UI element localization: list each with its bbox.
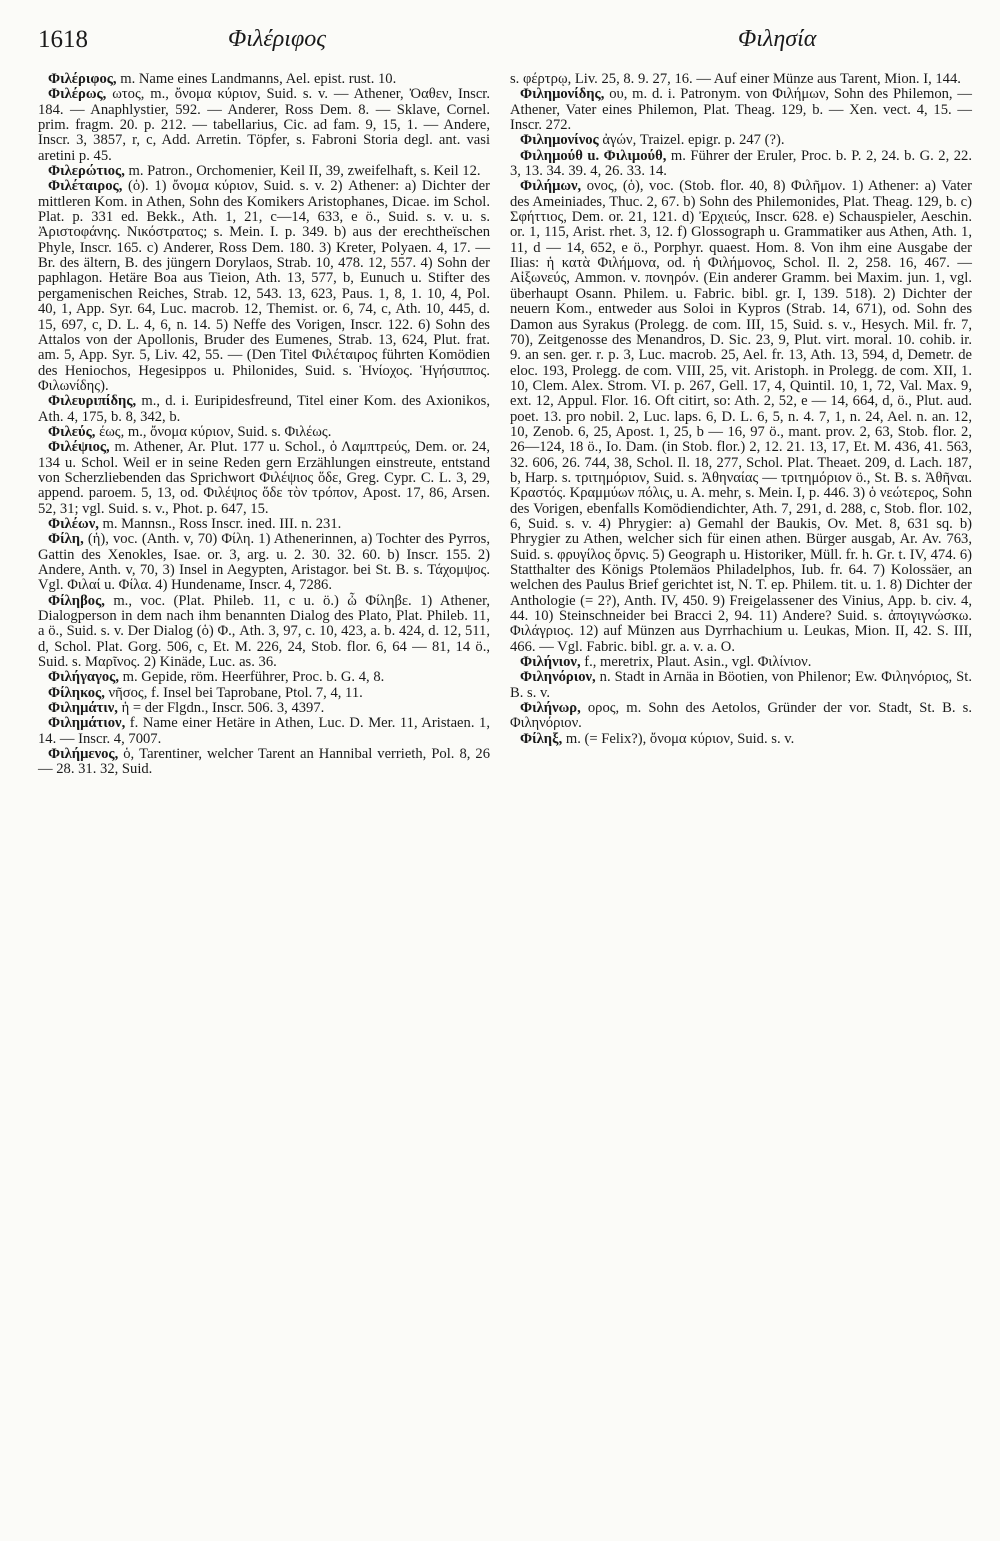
entry-text: ἡ = der Flgdn., Inscr. 506. 3, 4397.: [117, 700, 325, 717]
entry-text: m., d. i. Euripidesfreund, Titel einer Kom. des Axionikos, Ath. 4, 175, b. 8, 342, b.: [38, 393, 490, 425]
entry-headword: Φιλέριφος,: [48, 71, 117, 87]
entry-headword: Φιλήμων,: [520, 178, 582, 195]
entry-headword: Φιλημάτιν,: [48, 700, 118, 717]
entry-headword: Φιλημονίδης,: [520, 86, 605, 103]
dictionary-entry: [38, 747, 490, 778]
entry-headword: Φιλευριπίδης,: [48, 393, 137, 410]
entry-text: ονος, (ὁ), voc. (Stob. flor. 40, 8) Φιλῆμον. 1) Athener: a) Vater des Ameiniades, Thuc. 2, 67. b) Sohn des Philemonides, Plat. Theag. 129, b. c) Σφήττιος, Dem. or. 21, 121. d) Ἐρχιεύς, Inscr. 628. e) Schauspieler, Aeschin. or. 1, 115, Arist. rhet. 3, 12. f) Glossograph u. Grammatiker aus Athen, Ath. 1, 11, d — 14, 652, e ö., Porphyr. quaest. Hom. 8. Von ihm eine Ausgabe der Ilias: ἡ κατὰ Φιλήμονα, od. ἡ Φιλήμονος, Schol. Il. 2, 258. 16, 467. — Αἰξωνεύς, Ammon. v. πονηρόν. (Ein anderer Gramm. bei Maxim. jun. 1, vgl. überhaupt Osann. Philem. u. Fabric. bibl. gr. I, 139. 518). 2) Dichter der neuern Kom., entweder aus Soloi in Kypros (Strab. 14, 671), od. Sohn des Damon aus Syrakus (Prolegg. de com. III, 15, Suid. s. v., Hesych. Mil. fr. 7, 70), Zeitgenosse des Menandros, D. Sic. 23, 9, Plut. virt. moral. 10. cohib. ir. 9. an sen. ger. r. p. 3, Luc. macrob. 25, Ael. fr. 13, Ath. 13, 594, d, Demetr. de eloc. 193, Prolegg. de com. VIII, 25, vit. Aristoph. in Prolegg. de com. XII, 1. 10, Clem. Alex. Strom. VI. p. 267, Gell. 17, 4, Quintil. 10, 1, 72, Val. Max. 9, ext. 12, Appul. Flor. 16. Oft citirt, so: Ath. 2, 52, e — 14, 664, d, ö., Plut. aud. poet. 13. pro nobil. 2, Luc. laps. 6, D. L. 6, 5, n. 4. 7, 1, n. 24, Ael. n. an. 12, 10, Zenob. 6, 25, Apost. 1, 25, b — 16, 97 ö., mant. prov. 2, 63, Stob. flor. 2, 26—124, 18 ö., Io. Dam. (in Stob. flor.) 2, 12. 21. 13, 17, Et. M. 436, 41. 563, 32. 606, 26. 744, 38, Schol. Il. 18, 277, Schol. Plat. Theaet. 209, d. Lach. 187, b, Harp. s. τριτημόριον, Suid. s. Ἀθηναίας — τριτημόριον ö., St. B. s. Ἀθῆναι. Κραστός. Κραμμύων πόλις, u. A. mehr, s. Mein. I, p. 446. 3) ὁ νεώτερος, Sohn des Vorigen, ebenfalls Komödiendichter, Ath. 7, 291, d. 288, c, Stob. flor. 102, 6, Suid. s. v. 4) Phrygier: a) Gemahl der Baukis, Ov. Met. 8, 631 sq. b) Phrygier zu Athen, welcher sich für einen athen. Bürger ausgab, Ar. Av. 763, Suid. s. φρυγίλος ὄρνις. 5) Geograph u. Historiker, Müll. fr. h. Gr. t. IV, 474. 6) Statthalter des Königs Ptolemäos Philadelphos, Iub. fr. 64. 7) Kolossäer, an welchen des Paulus Brief gerichtet ist, N. T. ep. Philem. tit. u. 1. 8) Dichter der Anthologie (= 2?), Anth. IV, 450. 9) Freigelassener des Vinius, App. b. civ. 4, 44. 10) Steinschneider bei Bracci 2, 94. 11) Andere? Suid. s. ἀπογιγνώσκω. Φιλάγριος. 12) auf Münzen aus Dyrrhachium u. Leukas, Mion. II, 42. S. III, 466. — Vgl. Fabric. bibl. gr. a. v. a. O.: [510, 178, 972, 655]
entry-text: m. (= Felix?), ὄνομα κύριον, Suid. s. v.: [562, 730, 795, 747]
page-header: [38, 22, 975, 62]
entry-headword: Φιλήγαγος,: [48, 669, 119, 686]
dictionary-entry: [510, 133, 972, 148]
entry-text: m. Mannsn., Ross Inscr. ined. III. n. 231.: [98, 515, 342, 532]
entry-text: ὁ, Tarentiner, welcher Tarent an Hannibal verrieth, Pol. 8, 26 — 28. 31. 32, Suid.: [38, 746, 490, 778]
entry-text: νῆσος, f. Insel bei Taprobane, Ptol. 7, 4, 11.: [104, 684, 363, 701]
dictionary-entry: [38, 716, 490, 747]
entry-headword: Φιλέων,: [48, 515, 99, 532]
left-column: [38, 72, 490, 778]
entry-text: ου, m. d. i. Patronym. von Φιλήμων, Sohn des Philemon, — Athener, Vater eines Philemon, Plat. Theag. 129, b. — Xen. vect. 4, 15. — Inscr. 272.: [510, 86, 972, 134]
entry-text: ἀγών, Traizel. epigr. p. 247 (?).: [598, 132, 785, 149]
entry-text: ωτος, m., ὄνομα κύριον, Suid. s. v. — Athener, Ὀαθεν, Inscr. 184. — Anaphlystier, 592. — Anderer, Ross Dem. 8. — Sklave, Cornel. prim. fragm. 20. p. 212. — tabellarius, Cic. ad fam. 9, 15, 1. — Andere, Inscr. 3, 3857, r, c, Add. Arretin. Töpfer, s. Fabroni Storia degl. ant. vasi aretini p. 45.: [38, 86, 490, 164]
entry-text: m. Führer der Eruler, Proc. b. P. 2, 24. b. G. 2, 22. 3, 13. 34. 39. 4, 26. 33. 14.: [510, 147, 973, 180]
entry-headword: Φιλήνιον,: [520, 654, 581, 671]
entry-text: (ἡ), voc. (Anth. v, 70) Φίλη. 1) Athenerinnen, a) Tochter des Pyrros, Gattin des Xenokles, Isae. or. 3, arg. u. 2. 30. 32. 60. b) Inscr. 155. 2) Andere, Anth. v, 70, 3) Insel in Aegypten, Aristagor. bei St. B. s. Τάχομψος. Vgl. Φιλαί u. Φίλα. 4) Hundename, Inscr. 4, 7286.: [38, 531, 490, 594]
entry-headword: Φιλερώτιος,: [48, 163, 125, 180]
dictionary-entry: [38, 394, 490, 425]
dictionary-entry: [510, 670, 972, 701]
dictionary-entry: [38, 686, 490, 701]
right-running-head: Φιλησία: [738, 26, 817, 52]
entry-headword: Φιλημονίνος: [520, 132, 599, 149]
dictionary-entry: [38, 517, 490, 532]
entry-headword: Φιλήμενος,: [48, 746, 119, 763]
entry-headword: Φίλη,: [48, 531, 84, 548]
entry-headword: Φιλημούθ u. Φιλιμούθ,: [520, 147, 667, 164]
entry-text: m. Athener, Ar. Plut. 177 u. Schol., ὁ Λαμπτρεύς, Dem. or. 24, 134 u. Schol. Weil er in seine Reden gern Erzählungen einstreute, entstand von Scherzliebenden das Sprichwort Φιλέψιος ὅδε, Greg. Cypr. C. L. 3, 29, append. paroem. 5, 13, od. Φιλέψιος ὅδε τὸν τρόπον, Apost. 17, 86, Arsen. 52, 31; vgl. Suid. s. v., Phot. p. 647, 15.: [38, 439, 490, 517]
dictionary-entry: [510, 701, 972, 732]
dictionary-entry: [510, 655, 972, 670]
dictionary-entry: [510, 149, 972, 180]
entry-headword: Φιλεύς,: [48, 423, 96, 440]
entry-text: m. Name eines Landmanns, Ael. epist. rust. 10.: [116, 71, 397, 87]
dictionary-entry: [38, 164, 490, 179]
dictionary-entry: [38, 425, 490, 440]
dictionary-entry: [510, 72, 972, 87]
dictionary-entry: [38, 87, 490, 164]
entry-text: n. Stadt in Arnäa in Böotien, von Philenor; Ew. Φιληνόριος, St. B. s. v.: [510, 669, 972, 701]
entry-text: έως, m., ὄνομα κύριον, Suid. s. Φιλέως.: [95, 423, 332, 440]
dictionary-entry: [38, 701, 490, 716]
entry-text: ορος, m. Sohn des Aetolos, Gründer der vor. Stadt, St. B. s. Φιληνόριον.: [510, 700, 972, 732]
entry-text: f., meretrix, Plaut. Asin., vgl. Φιλίνιον.: [580, 654, 812, 671]
dictionary-entry: [38, 594, 490, 671]
dictionary-entry: [38, 532, 490, 593]
entry-headword: Φιληνόριον,: [520, 669, 596, 686]
dictionary-entry: [510, 179, 972, 655]
entry-headword: Φιλήνωρ,: [520, 700, 581, 717]
entry-headword: Φιλημάτιον,: [48, 715, 126, 732]
entry-text: m. Gepide, röm. Heerführer, Proc. b. G. 4, 8.: [118, 669, 385, 686]
left-running-head: Φιλέριφος: [228, 26, 326, 52]
dictionary-entry: [38, 179, 490, 394]
entry-text: m. Patron., Orchomenier, Keil II, 39, zweifelhaft, s. Keil 12.: [124, 163, 481, 180]
dictionary-entry: [38, 670, 490, 685]
dictionary-entry: [38, 440, 490, 517]
dictionary-entry: [510, 87, 972, 133]
entry-text: m., voc. (Plat. Phileb. 11, c u. ö.) ὦ Φίληβε. 1) Athener, Dialogperson in dem nach ihm benannten Dialog des Plato, Plat. Phileb. 11, a ö., Suid. s. v. Der Dialog (ὁ) Φ., Ath. 3, 97, c. 10, 423, a. b. 424, d. 12, 511, d, Schol. Plat. Gorg. 506, c, Et. M. 226, 24, Stob. flor. 6, 64 — 81, 14 ö., Suid. s. Μαρῖνος. 2) Kinäde, Luc. as. 36.: [38, 592, 490, 671]
entry-headword: Φιλέταιρος,: [48, 178, 123, 195]
right-column: [510, 72, 972, 747]
entry-text: (ὁ). 1) ὄνομα κύριον, Suid. s. v. 2) Athener: a) Dichter der mittleren Kom. in Athen, Sohn des Komikers Aristophanes, Dicae. im Schol. Plat. p. 331 ed. Bekk., Ath. 1, 21, c—14, 633, e ö., Suid. s. v. u. s. Ἀριστοφάνης. Νικόστρατος; s. Mein. I. p. 349. b) aus der erechtheïschen Phyle, Inscr. 165. c) Anderer, Ross Dem. 180. 3) Kreter, Polyaen. 4, 17. — Br. des ältern, B. des jüngern Dorylaos, Strab. 10, 478. 12, 557. 4) Sohn der paphlagon. Hetäre Boa aus Tieion, Ath. 13, 577, b, Eunuch u. Stifter des pergamenischen Reiches, Strab. 12, 543. 13, 623, Paus. 1, 8, 1. 10, 4, Pol. 40, 1, App. Syr. 64, Luc. macrob. 12, Themist. or. 6, 74, c, Ath. 10, 445, d. 15, 697, c, D. L. 4, 6, n. 14. 5) Neffe des Vorigen, Inscr. 122. 6) Sohn des Attalos von der Apollonis, Bruder des Eumenes, Strab. 13, 624, Plut. frat. am. 5, App. Syr. 5, Liv. 42, 55. — (Den Titel Φιλέταιρος führten Komödien des Heniochos, Hegesippos u. Philonides, Suid. s. Ἡνίοχος. Ἡγήσιππος. Φιλωνίδης).: [38, 178, 490, 394]
entry-headword: Φιλέψιος,: [48, 439, 110, 456]
dictionary-entry: [38, 72, 490, 87]
entry-text: f. Name einer Hetäre in Athen, Luc. D. Mer. 11, Aristaen. 1, 14. — Inscr. 4, 7007.: [38, 715, 490, 747]
entry-headword: Φίληκος,: [48, 684, 105, 701]
dictionary-entry: [510, 732, 972, 747]
entry-headword: Φιλέρως,: [48, 86, 107, 103]
page-number: 1618: [38, 26, 88, 53]
entry-text: s. φέρτρῳ, Liv. 25, 8. 9. 27, 16. — Auf einer Münze aus Tarent, Mion. I, 144.: [510, 71, 961, 87]
entry-headword: Φίληβος,: [48, 592, 105, 609]
entry-headword: Φίληξ,: [520, 730, 563, 747]
